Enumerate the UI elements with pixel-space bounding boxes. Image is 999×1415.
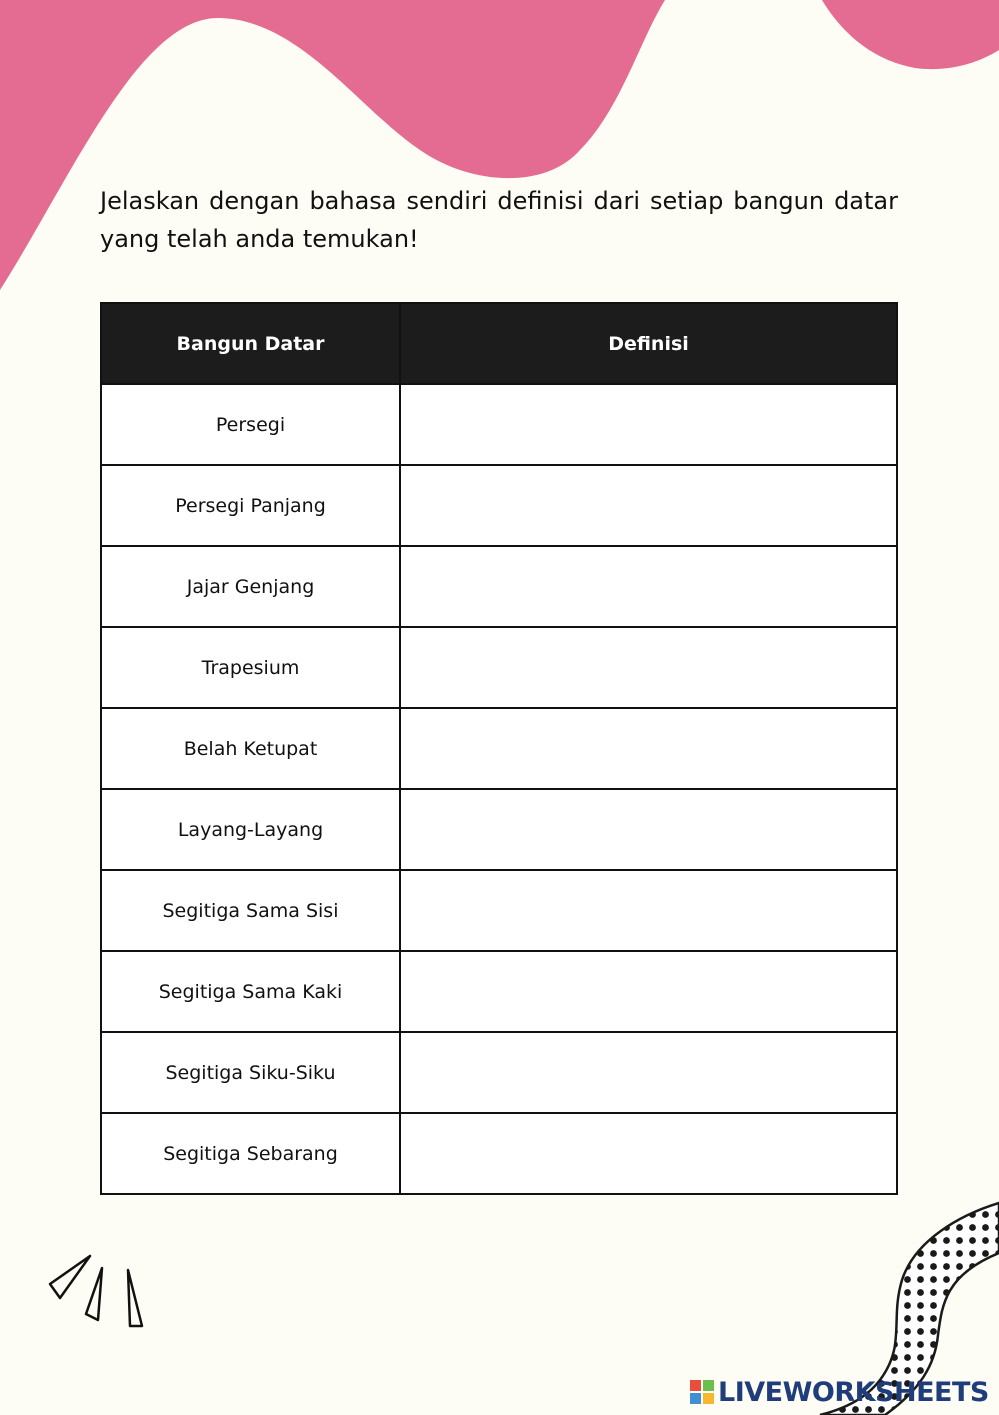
shape-name: Jajar Genjang [101, 546, 400, 627]
definition-input[interactable] [400, 789, 897, 870]
definition-input[interactable] [400, 870, 897, 951]
instructions-text: Jelaskan dengan bahasa sendiri definisi dari setiap bangun datar yang telah anda temukan! [100, 187, 898, 253]
table-row [101, 708, 897, 789]
table-row [101, 546, 897, 627]
watermark-text: LIVEWORKSHEETS [718, 1376, 989, 1408]
liveworksheets-logo-icon [690, 1380, 714, 1404]
definition-input[interactable] [400, 1113, 897, 1194]
shape-name: Trapesium [101, 627, 400, 708]
definition-input[interactable] [400, 465, 897, 546]
table-row [101, 870, 897, 951]
definition-table [100, 302, 898, 1195]
table-row [101, 951, 897, 1032]
table-row [101, 789, 897, 870]
liveworksheets-watermark [690, 1372, 990, 1412]
definition-input[interactable] [400, 951, 897, 1032]
header-bangun-datar: Bangun Datar [101, 303, 400, 384]
shape-name: Persegi Panjang [101, 465, 400, 546]
table-row [101, 1032, 897, 1113]
spark-lines-decoration [46, 1252, 156, 1332]
shape-name: Segitiga Sebarang [101, 1113, 400, 1194]
definition-input[interactable] [400, 546, 897, 627]
shape-name: Persegi [101, 384, 400, 465]
shape-name: Layang-Layang [101, 789, 400, 870]
table-row [101, 384, 897, 465]
table-header-row [101, 303, 897, 384]
table-row [101, 627, 897, 708]
table-row [101, 1113, 897, 1194]
definition-input[interactable] [400, 627, 897, 708]
shape-name: Segitiga Sama Sisi [101, 870, 400, 951]
table-row [101, 465, 897, 546]
definition-input[interactable] [400, 384, 897, 465]
definition-input[interactable] [400, 708, 897, 789]
shape-name: Segitiga Sama Kaki [101, 951, 400, 1032]
shape-name: Segitiga Siku-Siku [101, 1032, 400, 1113]
definition-input[interactable] [400, 1032, 897, 1113]
shape-name: Belah Ketupat [101, 708, 400, 789]
header-definisi: Definisi [400, 303, 897, 384]
